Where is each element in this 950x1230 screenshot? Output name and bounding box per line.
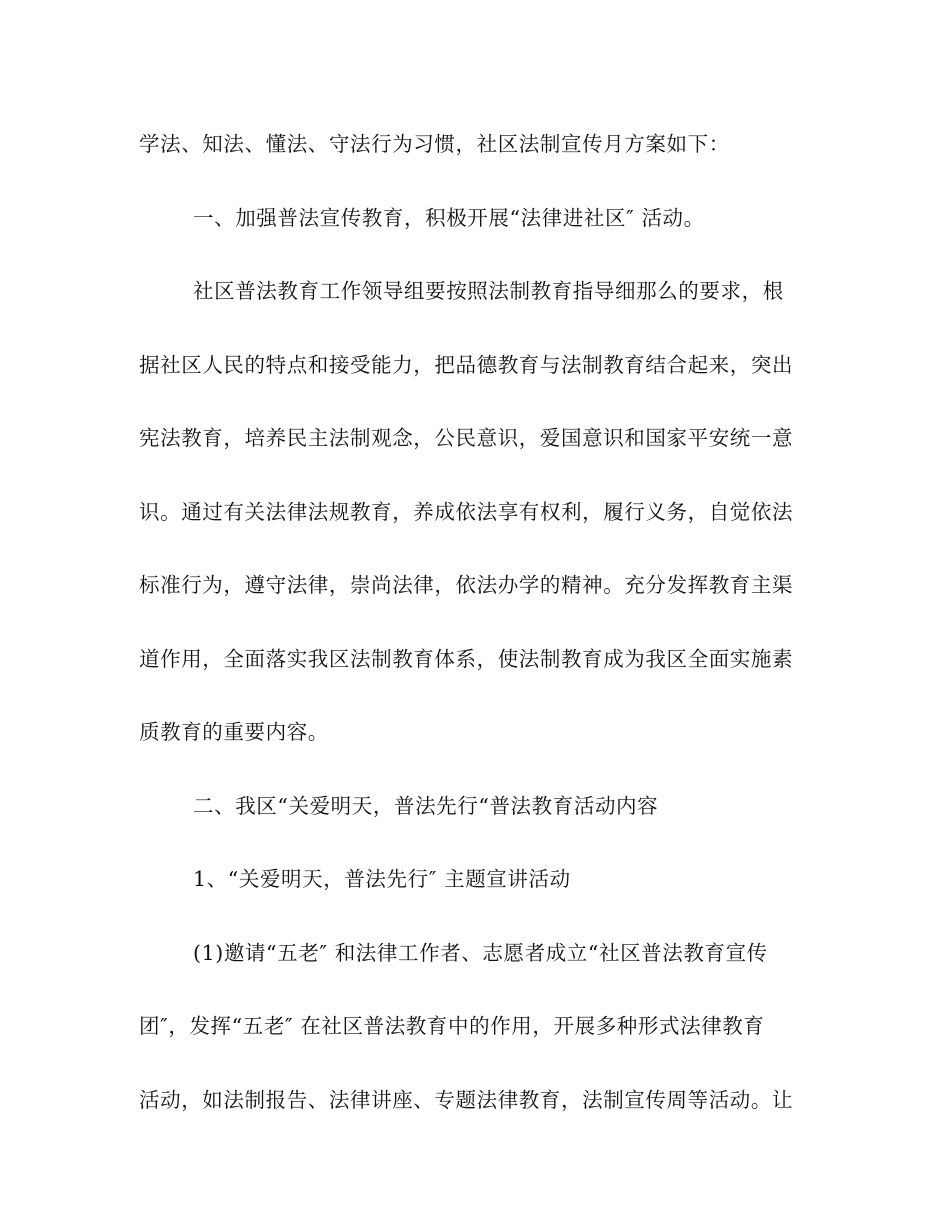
text-line-9: 质教育的重要内容。: [139, 720, 329, 744]
text-line-5: 宪法教育，培养民主法制观念，公民意识，爱国意识和国家平安统一意: [139, 426, 794, 450]
section-heading-2: 二、我区“关爱明天，普法先行“普法教育活动内容: [193, 794, 659, 818]
subsection-heading-1: 1、“关爱明天，普法先行″ 主题宣讲活动: [193, 867, 571, 891]
text-line-14: 活动，如法制报告、法律讲座、专题法律教育，法制宣传周等活动。让: [139, 1088, 794, 1112]
text-line-1: 学法、知法、懂法、守法行为习惯，社区法制宣传月方案如下：: [139, 132, 730, 156]
text-line-8: 道作用，全面落实我区法制教育体系，使法制教育成为我区全面实施素: [139, 647, 794, 671]
text-line-12: (1)邀请“五老″ 和法律工作者、志愿者成立“社区普法教育宣传: [193, 941, 768, 965]
text-line-13: 团″，发挥“五老″ 在社区普法教育中的作用，开展多种形式法律教育: [139, 1014, 765, 1038]
text-line-6: 识。通过有关法律法规教育，养成依法享有权利，履行义务，自觉依法: [139, 500, 794, 524]
text-line-7: 标准行为，遵守法律，崇尚法律，依法办学的精神。充分发挥教育主渠: [139, 573, 794, 597]
section-heading-1: 一、加强普法宣传教育，积极开展“法律进社区″ 活动。: [193, 206, 705, 230]
text-line-4: 据社区人民的特点和接受能力，把品德教育与法制教育结合起来，突出: [139, 353, 794, 377]
text-line-3: 社区普法教育工作领导组要按照法制教育指导细那么的要求，根: [193, 279, 784, 303]
